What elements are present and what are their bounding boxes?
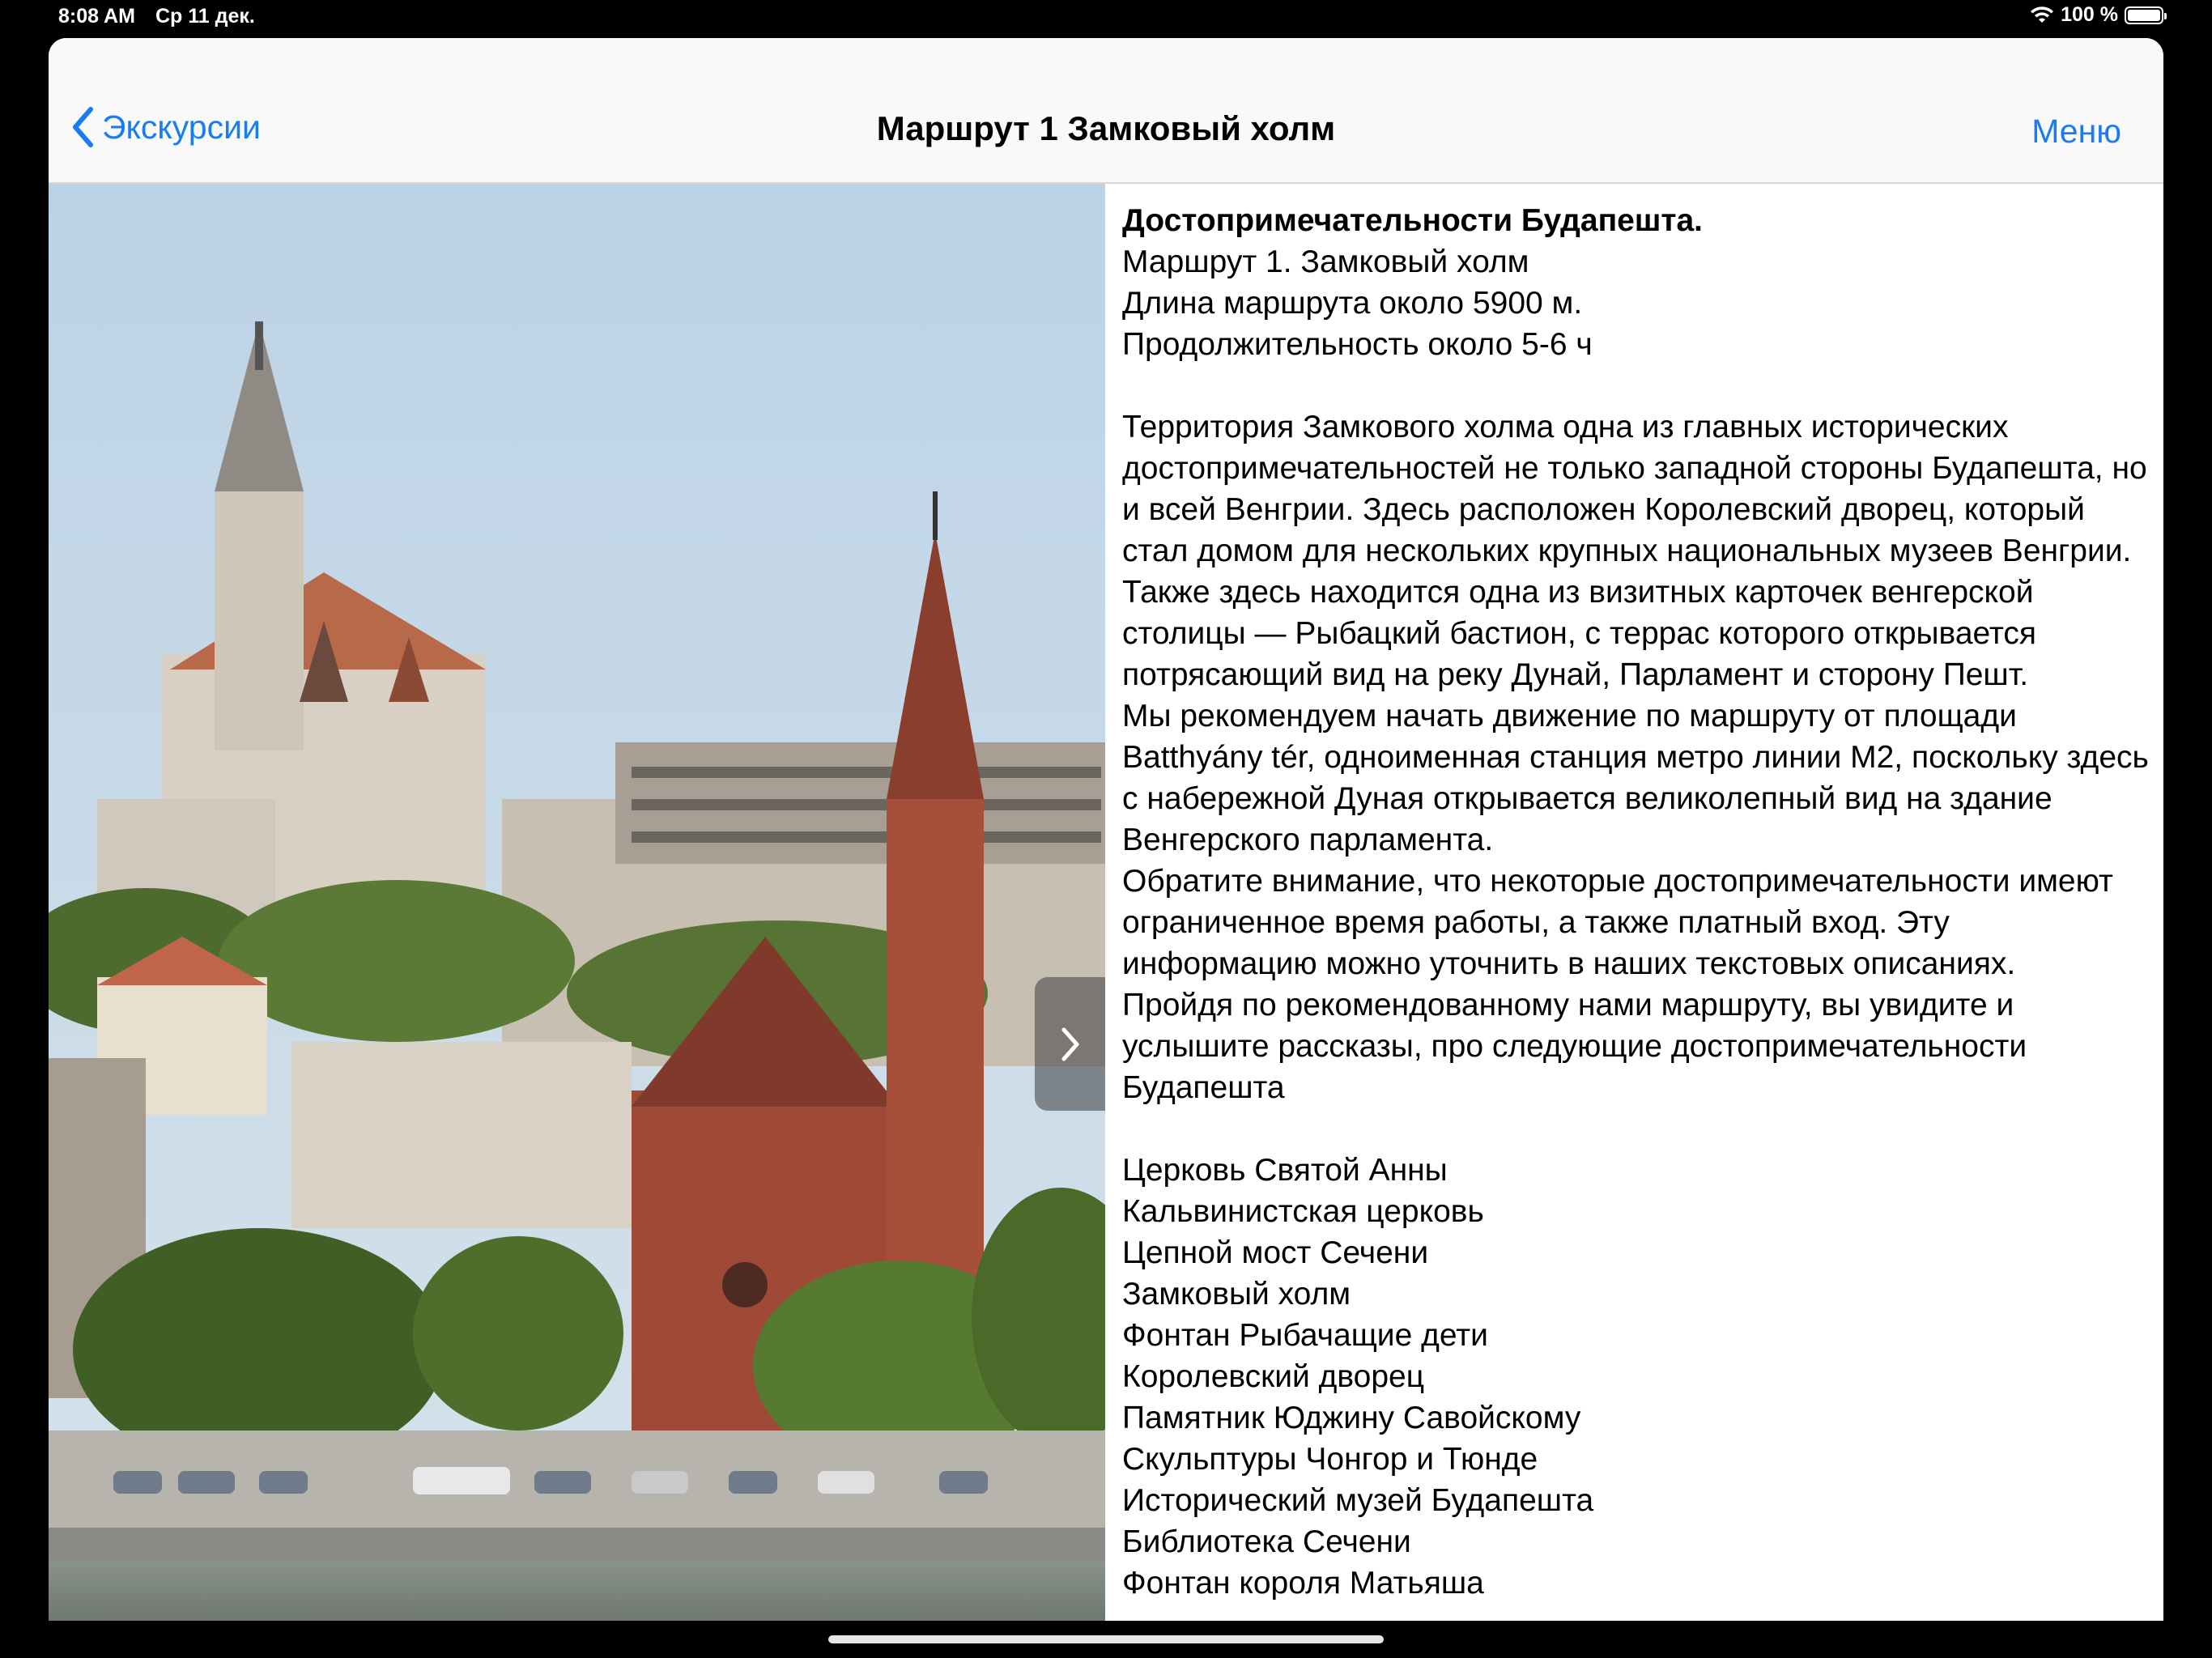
article-heading: Достопримечательности Будапешта. — [1122, 203, 1703, 238]
route-photo — [49, 184, 1105, 1621]
sight-item: Скульптуры Чонгор и Тюнде — [1122, 1442, 1538, 1477]
wifi-icon — [2030, 6, 2054, 24]
home-indicator[interactable] — [828, 1635, 1384, 1643]
sight-item: Церковь Святой Анны — [1122, 1153, 1448, 1188]
status-time: 8:08 AM — [58, 5, 135, 28]
sight-item: Исторический музей Будапешта — [1122, 1483, 1594, 1518]
sight-item: Фонтан Рыбачащие дети — [1122, 1318, 1488, 1353]
status-bar — [0, 0, 2212, 36]
sight-item: Кальвинистская церковь — [1122, 1194, 1484, 1229]
route-description — [1122, 200, 2150, 1621]
route-name: Маршрут 1. Замковый холм — [1122, 244, 1529, 279]
article-paragraph: Территория Замкового холма одна из главных исторических достопримечательностей не только западной стороны Будапешта, но и всей Венгрии. Здесь расположен Королевский дворец, который стал домом для нескольких крупных национальных музеев Венгрии. Также здесь находится одна из визитных карточек венгерской столицы — Рыбацкий бастион, с террас которого открывается потрясающий вид на реку Дунай, Парламент и сторону Пешт. — [1122, 410, 2147, 692]
status-right — [2030, 3, 2163, 27]
article-paragraph: Обратите внимание, что некоторые достопримечательности имеют ограниченное время работы, а также платный вход. Эту информацию можно уточнить в наших текстовых описаниях. — [1122, 864, 2113, 981]
article-paragraph: Мы рекомендуем начать движение по маршруту от площади Batthyány tér, одноименная станция метро линии М2, поскольку здесь с набережной Дуная открывается великолепный вид на здание Венгерского парламента. — [1122, 699, 2149, 857]
sight-item: Библиотека Сечени — [1122, 1524, 1411, 1559]
sight-item: Замковый холм — [1122, 1277, 1351, 1312]
back-button-label: Экскурсии — [102, 108, 261, 146]
navigation-bar — [49, 38, 2163, 184]
sight-item: Фонтан короля Матьяша — [1122, 1566, 1484, 1601]
sight-item: Памятник Юджину Савойскому — [1122, 1401, 1581, 1435]
chevron-right-icon — [1060, 1027, 1081, 1062]
battery-icon — [2125, 6, 2163, 24]
sight-item: Королевский дворец — [1122, 1359, 1425, 1394]
app-window — [49, 38, 2163, 1621]
route-duration: Продолжительность около 5-6 ч — [1122, 327, 1593, 362]
next-photo-button[interactable] — [1035, 977, 1105, 1111]
route-length: Длина маршрута около 5900 м. — [1122, 286, 1583, 321]
article-paragraph: Пройдя по рекомендованному нами маршруту, вы увидите и услышите рассказы, про следующие достопримечательности Будапешта — [1122, 988, 2027, 1105]
page-title: Маршрут 1 Замковый холм — [876, 109, 1336, 147]
sight-item: Цепной мост Сечени — [1122, 1235, 1429, 1270]
battery-percent: 100 % — [2061, 3, 2118, 26]
status-date: Ср 11 дек. — [155, 5, 255, 28]
menu-button[interactable]: Меню — [2031, 113, 2121, 150]
